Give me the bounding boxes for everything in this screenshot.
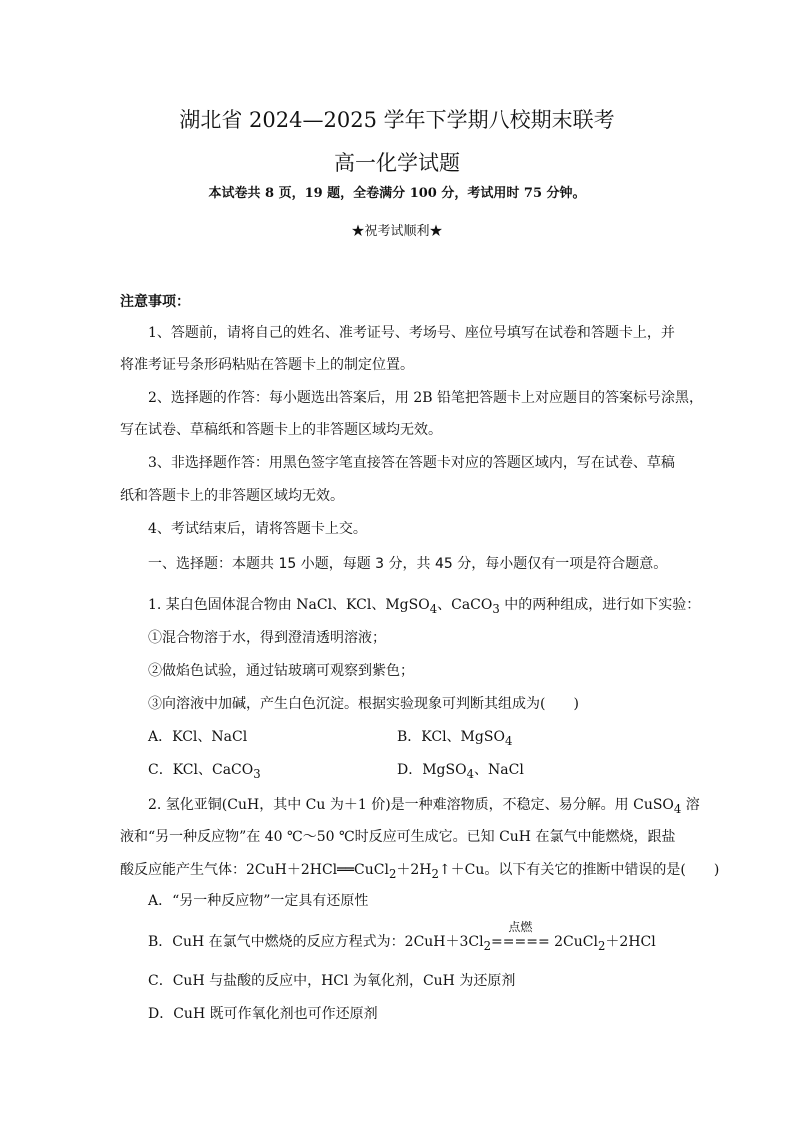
notice-item-2-line-2: 写在试卷、草稿纸和答题卡上的非答题区域均无效。 (120, 422, 442, 438)
notice-heading: 注意事项： (120, 294, 190, 310)
q2-option-c: C．CuH 与盐酸的反应中，HCl 为氧化剂，CuH 为还原剂 (148, 973, 516, 989)
notice-item-1-line-1: 1、答题前，请将自己的姓名、准考证号、考场号、座位号填写在试卷和答题卡上，并 (148, 325, 675, 341)
q2-line-2: 液和“另一种反应物”在 40 ℃～50 ℃时反应可生成它。已知 CuH 在氯气中能燃烧，跟盐 (120, 829, 676, 845)
notice-item-1-line-2: 将准考证号条形码粘贴在答题卡上的制定位置。 (120, 357, 414, 373)
q2-line-3: 酸反应能产生气体：$2CuH+2HCl══CuCl_2+2H_2↑+Cu$。以下有关它的推断中错误的是( ) (120, 862, 720, 881)
exam-info: 本试卷共 8 页，19 题，全卷满分 100 分，考试用时 75 分钟。 (208, 186, 586, 201)
q2-option-d: D．CuH 既可作氧化剂也可作还原剂 (148, 1006, 378, 1022)
section-1-heading: 一、选择题：本题共 15 小题，每题 3 分，共 45 分，每小题仅有一项是符合题意。 (148, 556, 668, 572)
q1-step-2: ②做焰色试验，通过钴玻璃可观察到紫色； (148, 663, 414, 679)
q2-option-a: A．“另一种反应物”一定具有还原性 (148, 893, 369, 909)
exam-title: 湖北省 2024—2025 学年下学期八校期末联考 (179, 108, 615, 132)
q1-option-b: B．KCl、MgSO$_4$ (397, 729, 513, 748)
q2-line-1: 2. 氢化亚铜(CuH，其中 Cu 为＋1 价)是一种难溶物质，不稳定、易分解。用 CuSO$_4$ 溶 (148, 797, 700, 816)
notice-item-4: 4、考试结束后，请将答题卡上交。 (148, 521, 367, 537)
q1-option-d: D．MgSO$_4$、NaCl (397, 762, 524, 781)
q1-step-1: ①混合物溶于水，得到澄清透明溶液； (148, 630, 386, 646)
notice-item-2-line-1: 2、选择题的作答：每小题选出答案后，用 2B 铅笔把答题卡上对应题目的答案标号涂黑， (148, 390, 704, 406)
q1-step-3: ③向溶液中加碱，产生白色沉淀。根据实验现象可判断其组成为( ) (148, 696, 579, 712)
q2-option-b: B．CuH 在氯气中燃烧的反应方程式为：$2CuH+3Cl_2$ 点燃 ===== 2CuCl$_2$＋2HCl (148, 920, 656, 953)
q1-option-a: A．KCl、NaCl (148, 729, 248, 745)
notice-item-3-line-1: 3、非选择题作答：用黑色签字笔直接答在答题卡对应的答题区域内，写在试卷、草稿 (148, 455, 675, 471)
exam-subtitle: 高一化学试题 (334, 151, 460, 175)
q1-option-c: C．KCl、CaCO$_3$ (148, 762, 261, 781)
notice-item-3-line-2: 纸和答题卡上的非答题区域均无效。 (120, 488, 344, 504)
reaction-condition: 点燃 ===== (491, 920, 550, 950)
exam-wish: ★祝考试顺利★ (351, 224, 443, 239)
q1-stem: 1. 某白色固体混合物由 NaCl、KCl、MgSO$_4$、CaCO$_3$ 中的两种组成，进行如下实验： (148, 597, 701, 616)
